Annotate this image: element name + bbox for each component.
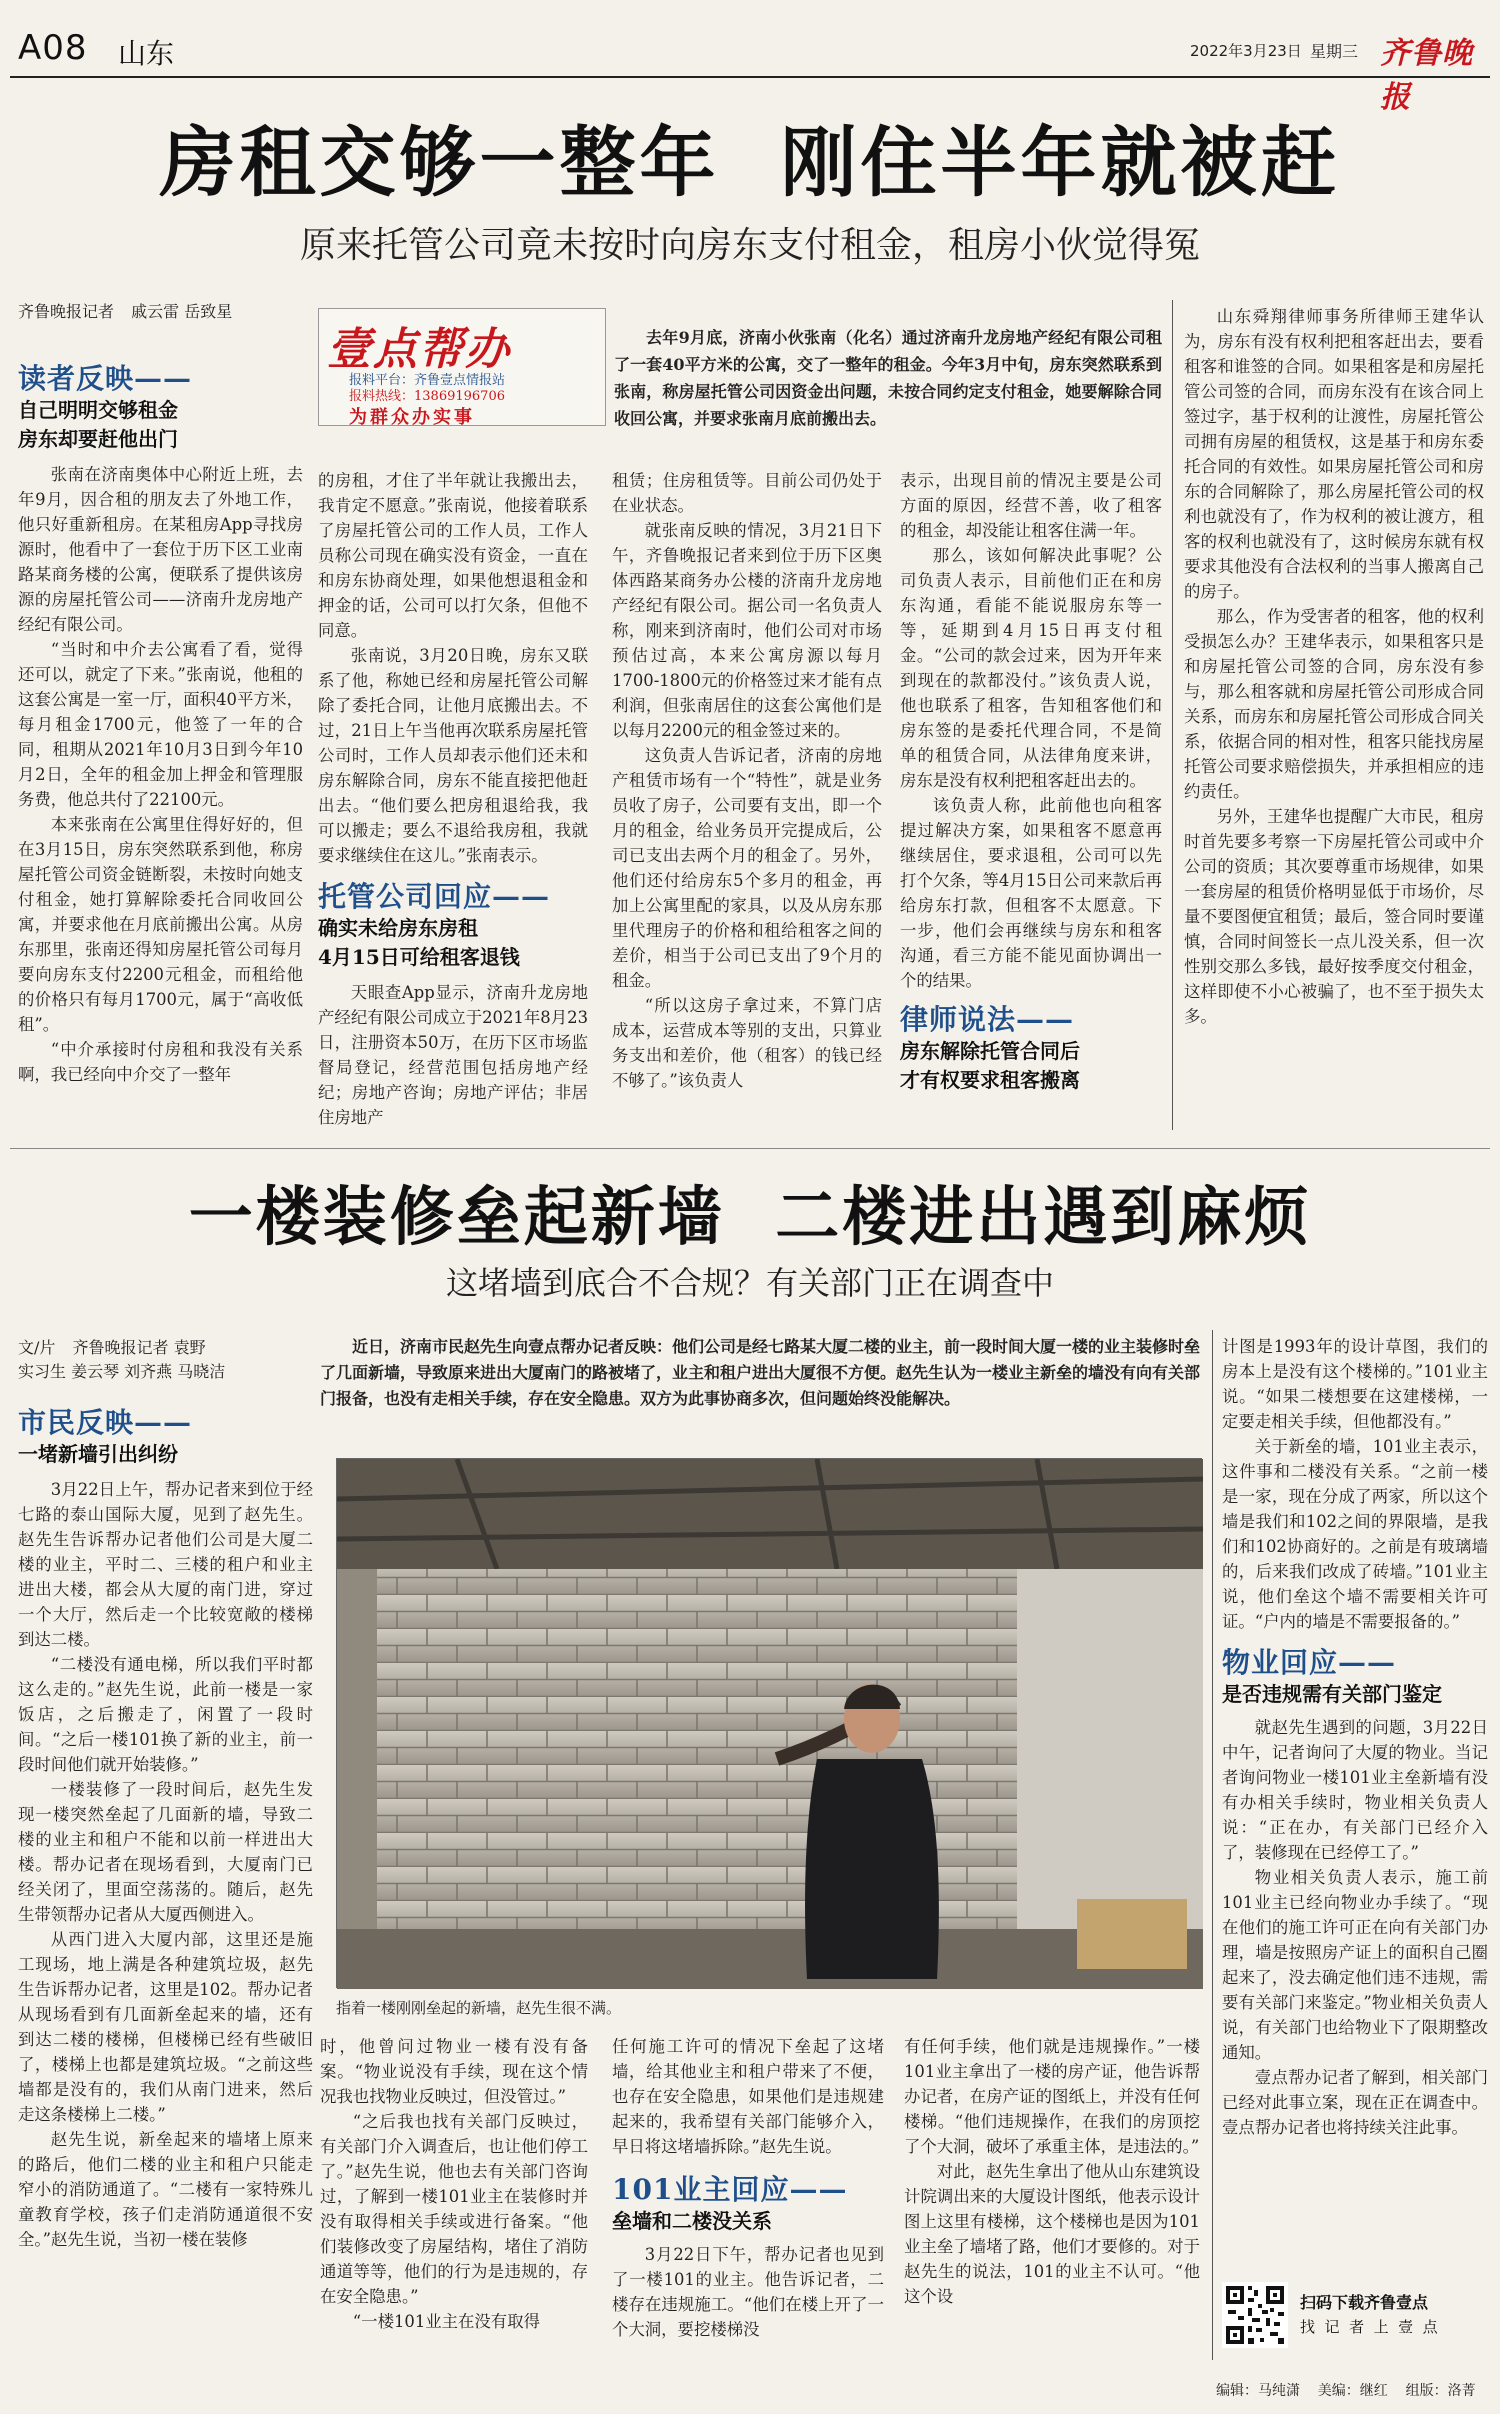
s1-col2-text-b [318, 980, 588, 1130]
paragraph: 另外，王建华也提醒广大市民，租房时首先要多考察一下房屋托管公司或中介公司的资质；其次要尊重市场规律，如果一套房屋的租赁价格明显低于市场价，尽量不要图便宜租赁；最后，签合同时要谨慎，合同时间签长一点儿没关系，但一次性别交那么多钱，最好按季度交付租金，这样即使不小心被骗了，也不至于损失太多。 [1184, 807, 1484, 1026]
paragraph: 有任何手续，他们就是违规操作。”一楼101业主拿出了一楼的房产证，他告诉帮办记者，在房产证的图纸上，并没有任何楼梯。“他们违规操作，在我们的房顶挖了个大洞，破坏了承重主体，是违法的。” [904, 2037, 1200, 2156]
paragraph: 那么，该如何解决此事呢？公司负责人表示，目前他们正在和房东沟通，看能不能说服房东等一等，延期到4月15日再支付租金。“公司的款会过来，因为开年来到现在的款都没付。”该负责人说，他也联系了租客，告知租客他们和房东签的是委托代理合同，不是简单的租赁合同，从法律角度来讲，房东是没有权利把租客赶出去的。 [900, 546, 1162, 790]
editor-line: 编辑：马纯潇 美编：继红 组版：洛菁 [1216, 2383, 1476, 2399]
paragraph: 3月22日下午，帮办记者也见到了一楼101的业主。他告诉记者，二楼存在违规施工。“他们在楼上开了一个大洞，要挖楼梯没 [612, 2245, 884, 2339]
s2-col3-text [612, 2034, 884, 2159]
paragraph: 赵先生说，新垒起来的墙堵上原来的路后，他们二楼的业主和租户只能走窄小的消防通道了。“二楼有一家特殊儿童教育学校，孩子们走消防通道很不安全。”赵先生说，当初一楼在装修 [18, 2130, 313, 2249]
paragraph: 张南在济南奥体中心附近上班，去年9月，因合租的朋友去了外地工作，他只好重新租房。在某租房App寻找房源时，他看中了一套位于历下区工业南路某商务楼的公寓，便联系了提供该房源的房屋托管公司——济南升龙房地产经纪有限公司。 [18, 465, 303, 634]
story2-headline: 一楼装修垒起新墙 二楼进出遇到麻烦 [188, 1180, 1312, 1255]
byline-label: 齐鲁晚报记者 [18, 302, 115, 321]
s2-col2 [320, 2034, 588, 2334]
byline-interns: 实习生 姜云琴 刘齐燕 马晓洁 [18, 1362, 226, 1381]
s1-col3 [612, 468, 882, 1093]
paragraph: 计图是1993年的设计草图，我们的房本上是没有这个楼梯的。”101业主说。“如果二楼想要在这建楼梯，一定要走相关手续，但他都没有。” [1222, 1337, 1488, 1431]
paragraph: 物业相关负责人表示，施工前101业主已经向物业办手续了。“现在他们的施工许可正在向有关部门办理，墙是按照房产证上的面积自己圈起来了，没去确定他们违不违规，需要有关部门来鉴定。”物业相关负责人说，有关部门也给物业下了限期整改通知。 [1222, 1868, 1488, 2062]
paragraph: 山东舜翔律师事务所律师王建华认为，房东有没有权利把租客赶出去，要看租客和谁签的合同。如果租客是和房屋托管公司签的合同，而房东没有在该合同上签过字，基于权利的让渡性，房屋托管公司拥有房屋的租赁权，这是基于和房东委托合同的有效性。如果房屋托管公司和房东的合同解除了，那么房屋托管公司的权利也就没有了，作为权利的被让渡方，租客的权利也就没有了，这时候房东就有权要求其他没有合法权利的当事人搬离自己的房子。 [1184, 307, 1484, 601]
qr-line2: 找 记 者 上 壹 点 [1300, 2318, 1438, 2336]
s1-col2-text-a [318, 468, 588, 868]
story1-headline: 房租交够一整年 刚住半年就被赶 [159, 118, 1341, 207]
s2-col5 [1222, 1334, 1488, 2140]
lead-text: 近日，济南市民赵先生向壹点帮办记者反映：他们公司是经七路某大厦二楼的业主，前一段时间大厦一楼的业主装修时垒了几面新墙，导致原来进出大厦南门的路被堵了，业主和租户进出大厦很不方便。赵先生认为一楼业主新垒的墙没有向有关部门报备，也没有走相关手续，存在安全隐患。双方为此事协商多次，但问题始终没能解决。 [320, 1337, 1201, 1408]
logo-platform: 报料平台：齐鲁壹点情报站 [349, 373, 506, 388]
story2-photo [336, 1458, 1202, 1988]
s1-col4-text [900, 468, 1162, 993]
issue-weekday: 星期三 [1310, 42, 1359, 61]
col-rule [1212, 1330, 1213, 2360]
byline-label: 文/片 [18, 1338, 56, 1357]
sec-lawyer-title: 律师说法—— [900, 1003, 1075, 1036]
paragraph: 这负责人告诉记者，济南的房地产租赁市场有一个“特性”，就是业务员收了房子，公司要有支出，即一个月的租金，给业务员开完提成后，公司已支出去两个月的租金了。另外，他们还付给房东5个多月的租金，再加上公寓里配的家具，以及从房东那里代理房子的价格和租给租客之间的差价，相当于公司已支出了9个月的租金。 [612, 746, 882, 990]
qr-line1: 扫码下载齐鲁壹点 [1300, 2293, 1429, 2312]
issue-date: 2022年3月23日 [1190, 42, 1302, 60]
sec-company-sub1: 确实未给房东房租 [318, 916, 478, 940]
story2-byline [18, 1336, 308, 1384]
lead-text: 去年9月底，济南小伙张南（化名）通过济南升龙房地产经纪有限公司租了一套40平方米的公寓，交了一整年的租金。今年3月中旬，房东突然联系到张南，称房屋托管公司因资金出问题，未按合同约定支付租金，她要解除合同收回公寓，并要求张南月底前搬出去。 [614, 328, 1162, 428]
paragraph: 本来张南在公寓里住得好好的，但在3月15日，房东突然联系到他，称房屋托管公司资金链断裂，未按时向她支付租金，她打算解除委托合同收回公寓，并要求他在月底前搬出公寓。从房东那里，张南还得知房屋托管公司每月要向房东支付2200元租金，而租给他的价格只有每月1700元，属于“高收低租”。 [18, 815, 303, 1034]
s1-col5 [1184, 304, 1484, 1029]
sec-citizen-title: 市民反映—— [18, 1406, 193, 1439]
paragraph: 张南说，3月20日晚，房东又联系了他，称她已经和房屋托管公司解除了委托合同，让他月底搬出去。不过，21日上午当他再次联系房屋托管公司时，工作人员却表示他们还未和房东解除合同，房东不能直接把他赶出去。“他们要么把房租退给我，我可以搬走；要么不退给我房租，我就要求继续住在这儿。”张南表示。 [318, 646, 588, 865]
header-rule [10, 76, 1490, 78]
page-code: A08 [18, 28, 88, 68]
logo-hotline: 报料热线：13869196706 [349, 389, 505, 404]
logo-text: 壹点帮办 [327, 324, 511, 375]
paragraph: 壹点帮办记者了解到，相关部门已经对此事立案，现在正在调查中。壹点帮办记者也将持续关注此事。 [1222, 2068, 1488, 2137]
sec-property-sub: 是否违规需有关部门鉴定 [1222, 1682, 1442, 1706]
qr-block [1222, 2280, 1488, 2352]
page-header [10, 22, 1490, 115]
sec-reader-title: 读者反映—— [18, 362, 193, 395]
s2-col3-text-b [612, 2242, 884, 2342]
sec-citizen-sub: 一堵新墙引出纠纷 [18, 1442, 178, 1466]
sec-reader-sub1: 自己明明交够租金 [18, 398, 178, 422]
s2-col5-text-a [1222, 1334, 1488, 1634]
story1-byline [18, 300, 318, 324]
sec-company-title: 托管公司回应—— [318, 880, 551, 913]
s1-col1-text [18, 462, 303, 1087]
paper-name-logo: 齐鲁晚报 [1380, 36, 1473, 115]
sec-company-sub2: 4月15日可给租客退钱 [318, 945, 520, 969]
sec-owner-title: 101业主回应—— [612, 2173, 848, 2206]
paragraph: “所以这房子拿过来，不算门店成本，运营成本等别的支出，只算业务支出和差价，他（租客）的钱已经不够了。”该负责人 [612, 996, 882, 1090]
paragraph: “之后我也找有关部门反映过，有关部门介入调查后，也让他们停工了。”赵先生说，他也去有关部门咨询过，了解到一楼101业主在装修时并没有取得相关手续或进行备案。“他们装修改变了房屋结构，堵住了消防通道等等，他们的行为是违规的，存在安全隐患。” [320, 2112, 588, 2306]
sec-owner-sub: 垒墙和二楼没关系 [612, 2209, 772, 2233]
paragraph: 就赵先生遇到的问题，3月22日中午，记者询问了大厦的物业。当记者询问物业一楼101业主垒新墙有没有办相关手续时，物业相关负责人说：“正在办，有关部门已经介入了，装修现在已经停工了。” [1222, 1718, 1488, 1862]
paragraph: 就张南反映的情况，3月21日下午，齐鲁晚报记者来到位于历下区奥体西路某商务办公楼的济南升龙房地产经纪有限公司。据公司一名负责人称，刚来到济南时，他们公司对市场预估过高，本来公寓房源以每月1700-1800元的价格签过来才能有点利润，但张南居住的这套公寓他们是以每月2200元的租金签过来的。 [612, 521, 882, 740]
story1-lead [614, 324, 1162, 432]
story1-subheadline: 原来托管公司竟未按时向房东支付租金，租房小伙觉得冤 [299, 225, 1200, 266]
s2-col1 [18, 1388, 313, 2252]
s2-col3 [612, 2034, 884, 2342]
paragraph: 租赁；住房租赁等。目前公司仍处于在业状态。 [612, 471, 882, 515]
paragraph: 对此，赵先生拿出了他从山东建筑设计院调出来的大厦设计图纸，他表示设计图上这里有楼梯，这个楼梯也是因为101业主垒了墙堵了路，他们才要修的。对于赵先生的说法，101的业主不认可。“他这个设 [904, 2162, 1200, 2306]
paragraph: 一楼装修了一段时间后，赵先生发现一楼突然垒起了几面新的墙，导致二楼的业主和租户不能和以前一样进出大楼。帮办记者在现场看到，大厦南门已经关闭了，里面空荡荡的。随后，赵先生带领帮办记者从大厦西侧进入。 [18, 1780, 313, 1924]
s1-col2 [318, 468, 588, 1130]
paragraph: 任何施工许可的情况下垒起了这堵墙，给其他业主和租户带来了不便，也存在安全隐患，如果他们是违规建起来的，我希望有关部门能够介入，早日将这堵墙拆除。”赵先生说。 [612, 2037, 884, 2156]
qr-code-icon[interactable] [1222, 2282, 1288, 2348]
s2-col5-text-b [1222, 1715, 1488, 2140]
byline-names: 戚云雷 岳致星 [131, 302, 233, 321]
paragraph: 的房租，才住了半年就让我搬出去，我肯定不愿意。”张南说，他接着联系了房屋托管公司的工作人员，工作人员称公司现在确实没有资金，一直在和房东协商处理，如果他想退租金和押金的话，公司可以打欠条，但他不同意。 [318, 471, 588, 640]
paragraph: “二楼没有通电梯，所以我们平时都这么走的。”赵先生说，此前一楼是一家饭店，之后搬走了，闲置了一段时间。“之后一楼101换了新的业主，前一段时间他们就开始装修。” [18, 1655, 313, 1774]
paragraph: 关于新垒的墙，101业主表示，这件事和二楼没有关系。“之前一楼是一家，现在分成了两家，所以这个墙是我们和102之间的界限墙，是我们和102协商好的。之前是有玻璃墙的，后来我们改成了砖墙。”101业主说，他们垒这个墙不需要相关许可证。“户内的墙是不需要报备的。” [1222, 1437, 1488, 1631]
col-rule [1172, 300, 1173, 1130]
paragraph: 该负责人称，此前他也向租客提过解决方案，如果租客不愿意再继续居住，要求退租，公司可以先打个欠条，等4月15日公司来款后再给房东打款，但租客不太愿意。下一步，他们会再继续与房东和租客沟通，看三方能不能见面协调出一个的结果。 [900, 796, 1162, 990]
story2-subheadline: 这堵墙到底合不合规？有关部门正在调查中 [445, 1264, 1054, 1302]
paragraph: 3月22日上午，帮办记者来到位于经七路的泰山国际大厦，见到了赵先生。赵先生告诉帮办记者他们公司是大厦二楼的业主，平时二、三楼的租户和业主进出大楼，都会从大厦的南门进，穿过一个大厅，然后走一个比较宽敞的楼梯到达二楼。 [18, 1480, 313, 1649]
paragraph: 天眼查App显示，济南升龙房地产经纪有限公司成立于2021年8月23日，注册资本50万，在历下区市场监督局登记，经营范围包括房地产经纪；房地产咨询；房地产评估；非居住房地产 [318, 983, 588, 1127]
paragraph: “一楼101业主在没有取得 [352, 2312, 540, 2331]
sec-reader-sub2: 房东却要赶他出门 [18, 427, 178, 451]
paragraph: “中介承接时付房租和我没有关系啊，我已经向中介交了一整年 [18, 1040, 303, 1084]
photo-caption: 指着一楼刚刚垒起的新墙，赵先生很不满。 [336, 1999, 622, 2017]
paragraph: 从西门进入大厦内部，这里还是施工现场，地上满是各种建筑垃圾，赵先生告诉帮办记者，这里是102。帮办记者从现场看到有几面新垒起来的墙，还有到达二楼的楼梯，但楼梯已经有些破旧了，楼梯上也都是建筑垃圾。“之前这些墙都是没有的，我们从南门进来，然后走这条楼梯上二楼。” [18, 1930, 313, 2124]
paragraph: 时，他曾问过物业一楼有没有备案。“物业说没有手续，现在这个情况我也找物业反映过，但没管过。” [320, 2037, 588, 2106]
paragraph: 那么，作为受害者的租客，他的权利受损怎么办？王建华表示，如果租客只是和房屋托管公司签的合同，房东没有参与，那么租客就和房屋托管公司形成合同关系，而房东和房屋托管公司形成合同关系，依据合同的相对性，租客只能找房屋托管公司要求赔偿损失，并承担相应的违约责任。 [1184, 607, 1484, 801]
wall-photo [337, 1459, 1203, 1989]
s2-col1-text [18, 1477, 313, 2252]
paragraph: 表示，出现目前的情况主要是公司方面的原因，经营不善，收了租客的租金，却没能让租客住满一年。 [900, 471, 1162, 540]
paragraph: “当时和中介去公寓看了看，觉得还可以，就定了下来。”张南说，他租的这套公寓是一室一厅，面积40平方米，每月租金1700元，他签了一年的合同，租期从2021年10月3日到今年10月2日，全年的租金加上押金和管理服务费，他总共付了22100元。 [18, 640, 303, 809]
s1-col4 [900, 468, 1162, 1095]
byline-reporters: 齐鲁晚报记者 袁野 [72, 1338, 206, 1357]
s1-col1 [18, 340, 303, 1087]
helper-logo [318, 308, 606, 426]
story2-lead [320, 1334, 1200, 1412]
story-divider [10, 1148, 1490, 1149]
page-section: 山东 [118, 37, 175, 70]
s2-col4 [904, 2034, 1200, 2309]
sec-property-title: 物业回应—— [1222, 1646, 1397, 1679]
logo-slogan: 为群众办实事 [349, 407, 475, 428]
sec-lawyer-sub1: 房东解除托管合同后 [900, 1039, 1080, 1063]
sec-lawyer-sub2: 才有权要求租客搬离 [900, 1068, 1080, 1092]
